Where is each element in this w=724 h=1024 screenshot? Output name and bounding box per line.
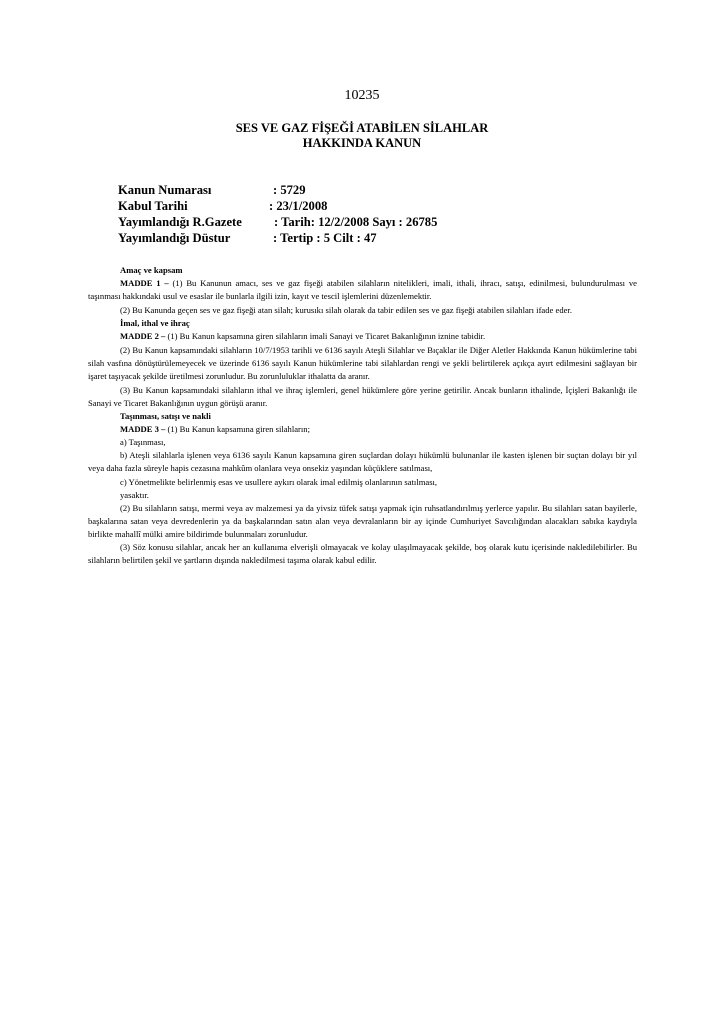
meta-label: Kanun Numarası	[118, 183, 212, 197]
section-heading: İmal, ithal ve ihraç	[120, 318, 190, 329]
meta-value: : 5729	[273, 183, 306, 197]
paragraph	[88, 277, 637, 303]
section-heading: Taşınması, satışı ve nakli	[120, 411, 211, 422]
paragraph	[88, 330, 637, 343]
paragraph-text: (1) Bu Kanun kapsamına giren silahların;	[165, 424, 310, 435]
meta-value: : Tarih: 12/2/2008 Sayı : 26785	[274, 215, 438, 229]
article-label: MADDE 2 –	[120, 331, 166, 342]
article-label: MADDE 3 –	[120, 424, 166, 435]
section-heading: Amaç ve kapsam	[120, 265, 183, 275]
paragraph: (3) Söz konusu silahlar, ancak her an kullanıma elverişli olmayacak ve kolay ulaşılmayacak şekilde, boş olarak kutu içerisinde nakledilebilirler. Bu silahların belirtilen şekil ve şartların dışında nakledilmesi taşıma olarak kabul edilir.	[88, 541, 637, 566]
meta-value: : Tertip : 5 Cilt : 47	[273, 231, 377, 245]
paragraph-text: (1) Bu Kanun kapsamına giren silahların imali Sanayi ve Ticaret Bakanlığının iznine tabidir.	[165, 331, 486, 342]
law-body	[88, 264, 637, 567]
meta-label: Kabul Tarihi	[118, 199, 188, 213]
article-label: MADDE 1 –	[120, 278, 169, 289]
meta-label: Yayımlandığı Düstur	[118, 231, 231, 245]
prohibition-text: yasaktır.	[120, 489, 149, 500]
paragraph: (3) Bu Kanun kapsamındaki silahların ithal ve ihraç işlemleri, genel hükümlere göre yerine getirilir. Ancak bunların ithalinde, İçişleri Bakanlığı ile Sanayi ve Ticaret Bakanlığının uygun görüşü aranır.	[88, 384, 637, 408]
paragraph: (2) Bu silahların satışı, mermi veya av malzemesi ya da yivsiz tüfek satışı yapmak için ruhsatlandırılmış yerlerce yapılır. Bu silahları satan bayilerle, başkalarına satan veya devredenlerin ya da başkalarından satın alan veya devralanların bir ay içinde Cumhuriyet Savcılığından alacakları sabıka kaydıyla birlikte mahallî mülki amire bildirimde bulunmaları zorunludur.	[88, 502, 637, 539]
document-number: 10235	[344, 88, 380, 103]
list-item-b: b) Ateşli silahlarla işlenen veya 6136 sayılı Kanun kapsamına giren suçlardan dolayı hükümlü bulunanlar ile kasten işlenen bir suçtan dolayı bir yıl veya daha fazla süreyle hapis cezasına mahkûm olanlara veya onsekiz yaşından küçüklere satılması,	[88, 450, 637, 474]
law-title-line-2: HAKKINDA KANUN	[302, 136, 422, 150]
list-item-c: c) Yönetmelikte belirlenmiş esas ve usullere aykırı olarak imal edilmiş olanlarının satılması,	[120, 476, 438, 487]
law-title	[0, 121, 724, 151]
list-item-a: a) Taşınması,	[120, 437, 166, 448]
meta-value: : 23/1/2008	[269, 199, 328, 213]
law-title-line-1: SES VE GAZ FİŞEĞİ ATABİLEN SİLAHLAR	[235, 121, 489, 135]
paragraph: (2) Bu Kanun kapsamındaki silahların 10/7/1953 tarihli ve 6136 sayılı Ateşli Silahlar ve Bıçaklar ile Diğer Aletler Hakkında Kanun hükümlerine tabi silah vasfına dönüştürülemeyecek ve üzerinde 6136 sayılı Kanun hükümlerine tabi silahlardan rengi ve şekli belirtilerek açıkça ayırt edilmesini sağlayan bir işaret taşıyacak şekilde üretilmesi zorunludur. Bu zorunluluklar ithalatta da aranır.	[88, 344, 637, 381]
paragraph: (2) Bu Kanunda geçen ses ve gaz fişeği atan silah; kurusıkı silah olarak da tabir edilen ses ve gaz fişeği atabilen silahları ifade eder.	[120, 305, 572, 316]
meta-label: Yayımlandığı R.Gazete	[118, 215, 242, 229]
paragraph-text: (1) Bu Kanunun amacı, ses ve gaz fişeği atabilen silahların nitelikleri, imali, ithali, ihracı, satışı, edinilmesi, bulundurulması ve taşınması hakkındaki usul ve esaslar ile bunlarla ilgili izin, kayıt ve tescil işlemlerini düzenlemektir.	[88, 278, 637, 302]
paragraph	[88, 423, 637, 436]
